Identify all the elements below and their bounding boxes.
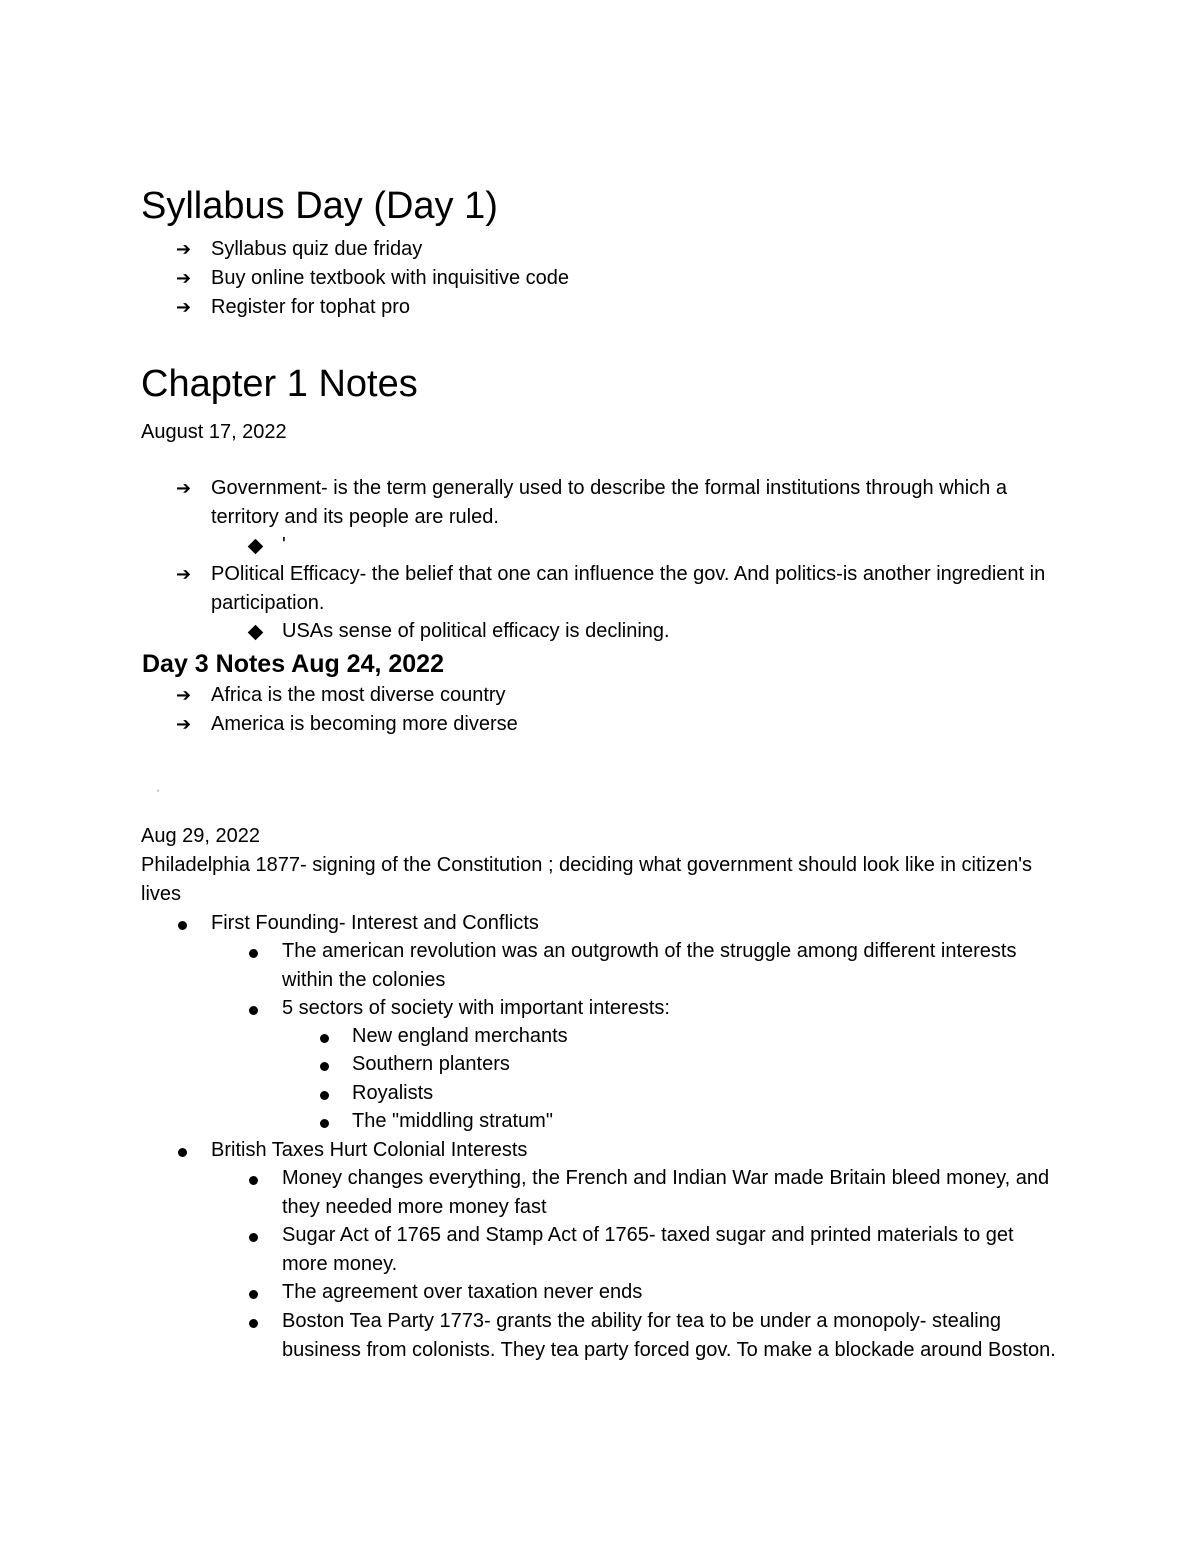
list-item: Africa is the most diverse country [211,684,506,706]
diamond-bullet-icon [248,539,264,555]
chapter-1-heading: Chapter 1 Notes [141,363,418,405]
list-item: Government- is the term generally used to describe the formal institutions through which a territory and its people are ruled. [211,477,1007,528]
bullet-dot-icon [249,1233,258,1242]
list-item: Register for tophat pro [211,296,410,318]
bullet-dot-icon [249,1290,258,1299]
intro-paragraph: Philadelphia 1877- signing of the Constitution ; deciding what government should look like in citizen's lives [141,854,1033,905]
list-item: British Taxes Hurt Colonial Interests [211,1139,528,1161]
sub-list-item: Money changes everything, the French and Indian War made Britain bleed money, and they needed more money fast [282,1167,1050,1218]
arrow-bullet-icon: ➔ [176,268,192,288]
bullet-dot-icon [320,1034,329,1043]
bullet-dot-icon [320,1062,329,1071]
sub-list-item: 5 sectors of society with important interests: [282,997,670,1019]
arrow-bullet-icon: ➔ [176,239,192,259]
arrow-bullet-icon: ➔ [176,564,192,584]
aug-29-date: Aug 29, 2022 [141,825,260,847]
sub-sub-list-item: Southern planters [352,1053,510,1075]
bullet-dot-icon [249,1176,258,1185]
bullet-dot-icon [249,949,258,958]
bullet-dot-icon [249,1006,258,1015]
sub-list-item: The agreement over taxation never ends [282,1281,643,1303]
syllabus-day-heading: Syllabus Day (Day 1) [141,185,498,227]
sub-sub-list-item: The "middling stratum" [352,1110,553,1132]
bullet-dot-icon [178,1148,187,1157]
sub-list-item: Sugar Act of 1765 and Stamp Act of 1765- taxed sugar and printed materials to get more money. [282,1224,1014,1275]
sub-list-item: ' [282,534,286,556]
sub-sub-list-item: New england merchants [352,1025,568,1047]
arrow-bullet-icon: ➔ [176,478,192,498]
arrow-bullet-icon: ➔ [176,714,192,734]
day-3-heading: Day 3 Notes Aug 24, 2022 [142,650,444,678]
bullet-dot-icon [249,1319,258,1328]
sub-list-item: The american revolution was an outgrowth of the struggle among different interests within the colonies [282,940,1017,991]
list-item: America is becoming more diverse [211,713,518,735]
list-item: Buy online textbook with inquisitive code [211,267,569,289]
list-item: Syllabus quiz due friday [211,238,423,260]
list-item: POlitical Efficacy- the belief that one can influence the gov. And politics-is another ingredient in participation. [211,563,1046,614]
list-item: First Founding- Interest and Conflicts [211,912,539,934]
sub-list-item: USAs sense of political efficacy is declining. [282,620,670,642]
bullet-dot-icon [178,921,187,930]
chapter-1-date: August 17, 2022 [141,421,287,443]
arrow-bullet-icon: ➔ [176,297,192,317]
diamond-bullet-icon [248,625,264,641]
bullet-dot-icon [320,1091,329,1100]
bullet-dot-icon [320,1119,329,1128]
arrow-bullet-icon: ➔ [176,685,192,705]
sub-list-item: Boston Tea Party 1773- grants the ability for tea to be under a monopoly- stealing business from colonists. They tea party forced gov. To make a blockade around Boston. [282,1310,1056,1361]
sub-sub-list-item: Royalists [352,1082,434,1104]
stray-mark: ' [157,788,160,800]
